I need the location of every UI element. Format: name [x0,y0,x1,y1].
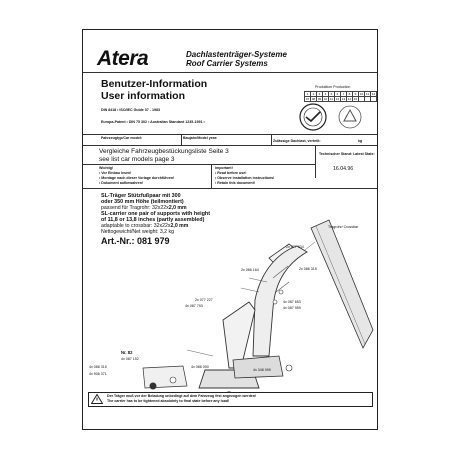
car-model-label: Fahrzeugtyp/Car model: [101,136,143,140]
model-year-label: Baujahr/Model year: [183,136,218,140]
diagram-label: 4x 087 793 [185,304,203,308]
warning-triangle-icon [91,394,103,404]
production-grid: 1 2 3 4 5 6 7 8 9 10 11 12 07 08 09 10 11 12 13 14 15 [305,92,376,102]
car-list-de: Vergleiche Fahrzeugbestückungsliste Seite 3 [99,148,229,155]
diagram-label: 2x 077 934 [286,245,304,249]
title-de: Dachlastenträger-Systeme [186,50,287,59]
wichtig-heading: Wichtig! [99,166,114,170]
diagram-label: 4x 086 000 [191,365,209,369]
doc-title-en: User information [101,90,186,102]
product-line-3: passend für Tragrohr: 32x22x2,0 mm [101,205,187,211]
product-line-1: SL-Träger Stützfußpaar mit 300 [101,193,181,199]
wichtig-item: • Dokument aufbewahren! [99,181,144,185]
product-line-6: adaptable to crossbar: 32x22x2,0 mm [101,223,189,229]
diagram-label: Tragrohr/ Crossbar [328,225,359,229]
diagram-label: 4x 087 959 [283,306,301,310]
warning-text-en: The carrier has to be tightened absolutely to final state before any load! [107,399,230,403]
important-heading: Important! [215,166,233,170]
warning-text-de: Der Träger muß vor der Beladung unbedingt auf dem Fahrzeug fest angezogen werden! [107,394,257,398]
product-line-7: Nettogewicht/Net weight: 3,2 kg [101,229,174,235]
latest-state-label: Technischer Stand: Latest State: [319,152,375,156]
diagram-label: 4x 087 653 [283,300,301,304]
wichtig-item: • Vor Einbau lesen! [99,171,132,175]
diagram-label: 2x 066 164 [241,268,259,272]
product-line-4: SL-carrier one pair of supports with height [101,211,211,217]
diagram-label: 2x 077 227 [195,298,213,302]
wichtig-item: • Montage nach dieser Vorlage durchführen! [99,176,175,180]
important-item: • Observe installation instructions! [215,176,275,180]
latest-state-date: 16.04.96 [333,166,354,172]
doc-title-de: Benutzer-Information [101,78,208,90]
brand-logo: Atera [97,47,149,70]
diagram-label: 4x 087 152 [121,357,139,361]
important-item: • Retain this document! [215,181,255,185]
diagram-label: 4x 086 315 [89,365,107,369]
article-number: Art.-Nr.: 081 979 [101,236,170,246]
title-en: Roof Carrier Systems [186,59,268,68]
diagram-label: Nr. 82 [121,350,133,355]
car-list-en: see list car models page 3 [99,156,175,163]
product-line-2: oder 350 mm Höhe (teilmontiert) [101,199,184,205]
diagram-label: 4x 348 099 [253,368,271,372]
instruction-sheet [82,29,378,430]
diagram-label: 4x 906 371 [89,372,107,376]
production-label: Produktion Production [315,85,351,89]
europa-line: Europa-Patent • DIN 75 302 • Australian Standard 1235-1991 • [101,120,205,124]
important-item: • Read before use! [215,171,247,175]
warning-box [88,392,373,407]
roof-load-unit: kg [358,139,363,143]
roof-load-label: Zulässige Dachlast, verteilt: [273,139,321,143]
product-line-5: of 11,8 or 13,8 inches (partly assembled) [101,217,205,223]
din-line: DIN 8418 • ISO/IEC Guide 37 - 1983 [101,108,160,112]
certification-seals-icon [284,102,372,134]
diagram-label: 2x 086 315 [299,267,317,271]
